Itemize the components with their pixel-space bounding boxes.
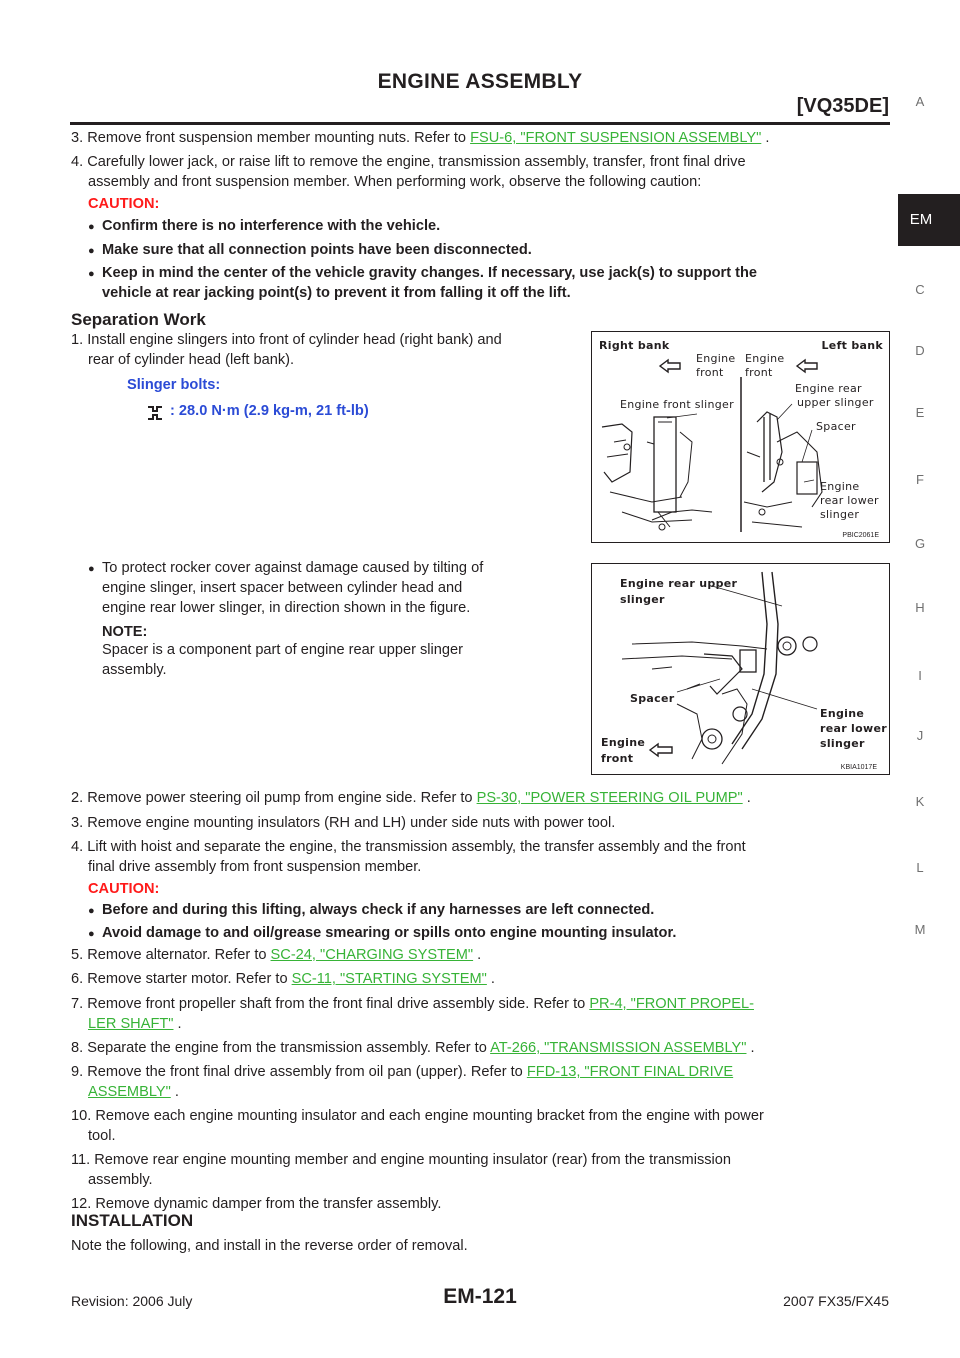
- step-12: 12. Remove dynamic damper from the transfer assembly.: [71, 1196, 442, 1212]
- torque-wrench-icon: [145, 403, 165, 428]
- figure-code: KBIA1017E: [840, 764, 877, 771]
- page-number: EM-121: [443, 1285, 517, 1308]
- label-right-bank: Right bank: [599, 339, 670, 352]
- section-index-e[interactable]: E: [915, 405, 925, 420]
- section-index-h[interactable]: H: [915, 600, 925, 615]
- installation-text: Note the following, and install in the reverse order of removal.: [71, 1238, 468, 1254]
- label-rear-upper-slinger: slinger: [620, 593, 665, 606]
- step-9: 9. Remove the front final drive assembly from oil pan (upper). Refer to FFD-13, "FRONT FINAL DRIVE: [71, 1064, 734, 1080]
- step-11-cont: assembly.: [88, 1172, 153, 1188]
- note-text: assembly.: [102, 662, 167, 678]
- section-index-a[interactable]: A: [915, 94, 925, 109]
- label-left-bank: Left bank: [821, 339, 883, 352]
- footer-revision: Revision: 2006 July: [71, 1293, 193, 1309]
- link-at-266[interactable]: AT-266, "TRANSMISSION ASSEMBLY": [490, 1040, 747, 1056]
- label-engine-front: front: [696, 366, 724, 379]
- figure-spacer-installation: [591, 563, 890, 775]
- section-index-i[interactable]: I: [918, 668, 922, 683]
- caution-item: ● Avoid damage to and oil/grease smearing or spills onto engine mounting insulator.: [88, 925, 677, 941]
- caution-item-cont: vehicle at rear jacking point(s) to prevent it from falling it off the lift.: [102, 285, 571, 301]
- section-index-l[interactable]: L: [916, 860, 924, 875]
- label-engine-front: front: [601, 752, 634, 765]
- step-4-cont: assembly and front suspension member. When performing work, observe the following caution:: [88, 174, 702, 190]
- label-rear-upper-slinger: Engine rear: [795, 382, 862, 395]
- section-index-k[interactable]: K: [915, 794, 925, 809]
- link-ffd-13[interactable]: FFD-13, "FRONT FINAL DRIVE: [526, 1064, 734, 1080]
- step-7-cont: LER SHAFT" .: [88, 1016, 182, 1032]
- note-text: Spacer is a component part of engine rear upper slinger: [102, 642, 464, 658]
- label-spacer: Spacer: [816, 420, 856, 433]
- label-rear-upper-slinger: upper slinger: [797, 396, 874, 409]
- step-10: 10. Remove each engine mounting insulator and each engine mounting bracket from the engine with power: [71, 1108, 764, 1124]
- caution-item: ● Confirm there is no interference with the vehicle.: [88, 218, 441, 234]
- link-sc-11[interactable]: SC-11, "STARTING SYSTEM": [291, 971, 487, 987]
- section-heading: Separation Work: [71, 310, 206, 329]
- label-rear-lower-slinger: rear lower: [820, 722, 887, 735]
- spec-label: Slinger bolts:: [127, 377, 221, 393]
- figure-code: PBIC2061E: [842, 532, 879, 539]
- step-7: 7. Remove front propeller shaft from the front final drive assembly side. Refer to PR-4, "FRONT PROPEL-: [71, 996, 754, 1012]
- step-11: 11. Remove rear engine mounting member and engine mounting insulator (rear) from the transmission: [71, 1152, 732, 1168]
- caution-item: ● Make sure that all connection points have been disconnected.: [88, 242, 532, 258]
- bullet-spacer: ● To protect rocker cover against damage caused by tilting of: [88, 560, 484, 576]
- step-8: 8. Separate the engine from the transmission assembly. Refer to AT-266, "TRANSMISSION ASSEMBLY" .: [71, 1040, 755, 1056]
- step-10-cont: tool.: [88, 1128, 116, 1144]
- engine-model: [VQ35DE]: [796, 95, 889, 117]
- step-4b: 4. Lift with hoist and separate the engine, the transmission assembly, the transfer assembly and the front: [71, 839, 746, 855]
- caution-label: CAUTION:: [88, 196, 160, 212]
- section-tab-em[interactable]: [898, 194, 960, 246]
- label-rear-lower-slinger: slinger: [820, 508, 860, 521]
- section-tab-label: EM: [909, 211, 933, 228]
- label-engine-front: front: [745, 366, 773, 379]
- link-ffd-13-cont[interactable]: ASSEMBLY": [88, 1084, 171, 1100]
- label-engine-front: Engine: [696, 352, 736, 365]
- figure-engine-slingers: [591, 331, 890, 543]
- step-3b: 3. Remove engine mounting insulators (RH and LH) under side nuts with power tool.: [71, 815, 616, 831]
- section-index-c[interactable]: C: [915, 282, 925, 297]
- label-engine-front: Engine: [601, 736, 646, 749]
- section-index-f[interactable]: F: [916, 472, 924, 487]
- step-1: 1. Install engine slingers into front of cylinder head (right bank) and: [71, 332, 502, 348]
- label-front-slinger: Engine front slinger: [620, 398, 734, 411]
- bullet-spacer-cont: engine rear lower slinger, in direction shown in the figure.: [102, 600, 471, 616]
- step-2: 2. Remove power steering oil pump from engine side. Refer to PS-30, "POWER STEERING OIL PUMP" .: [71, 790, 751, 806]
- installation-heading: INSTALLATION: [71, 1211, 194, 1230]
- label-spacer: Spacer: [630, 692, 675, 705]
- label-rear-upper-slinger: Engine rear upper: [620, 577, 738, 590]
- label-rear-lower-slinger: slinger: [820, 737, 865, 750]
- link-pr-4-cont[interactable]: LER SHAFT": [88, 1016, 174, 1032]
- step-1-cont: rear of cylinder head (left bank).: [88, 352, 295, 368]
- bullet-spacer-cont: engine slinger, insert spacer between cylinder head and: [102, 580, 463, 596]
- step-4: 4. Carefully lower jack, or raise lift to remove the engine, transmission assembly, transfer, front final drive: [71, 154, 746, 170]
- label-rear-lower-slinger: Engine: [820, 707, 865, 720]
- link-pr-4[interactable]: PR-4, "FRONT PROPEL-: [589, 996, 754, 1012]
- step-3: 3. Remove front suspension member mounting nuts. Refer to FSU-6, "FRONT SUSPENSION ASSEMBLY" .: [71, 130, 770, 146]
- header-rule: [70, 122, 890, 125]
- caution-label: CAUTION:: [88, 881, 160, 897]
- label-engine-front: Engine: [745, 352, 785, 365]
- caution-item: ● Before and during this lifting, always check if any harnesses are left connected.: [88, 902, 655, 918]
- section-index-g[interactable]: G: [914, 536, 926, 551]
- step-5: 5. Remove alternator. Refer to SC-24, "CHARGING SYSTEM" .: [71, 947, 482, 963]
- label-rear-lower-slinger: Engine: [820, 480, 860, 493]
- caution-item: ● Keep in mind the center of the vehicle gravity changes. If necessary, use jack(s) to support the: [88, 265, 758, 281]
- note-label: NOTE:: [102, 624, 148, 640]
- label-rear-lower-slinger: rear lower: [820, 494, 879, 507]
- link-fsu-6[interactable]: FSU-6, "FRONT SUSPENSION ASSEMBLY": [470, 130, 762, 146]
- step-4b-cont: final drive assembly from front suspension member.: [88, 859, 422, 875]
- page-title: ENGINE ASSEMBLY: [377, 70, 583, 93]
- spec-value: : 28.0 N·m (2.9 kg-m, 21 ft-lb): [170, 403, 369, 419]
- link-ps-30[interactable]: PS-30, "POWER STEERING OIL PUMP": [476, 790, 743, 806]
- section-index-d[interactable]: D: [915, 343, 925, 358]
- link-sc-24[interactable]: SC-24, "CHARGING SYSTEM": [270, 947, 474, 963]
- section-index-j[interactable]: J: [916, 728, 924, 743]
- step-9-cont: ASSEMBLY" .: [88, 1084, 179, 1100]
- footer-vehicle: 2007 FX35/FX45: [783, 1293, 889, 1309]
- section-index-m[interactable]: M: [914, 922, 926, 937]
- step-6: 6. Remove starter motor. Refer to SC-11, "STARTING SYSTEM" .: [71, 971, 495, 987]
